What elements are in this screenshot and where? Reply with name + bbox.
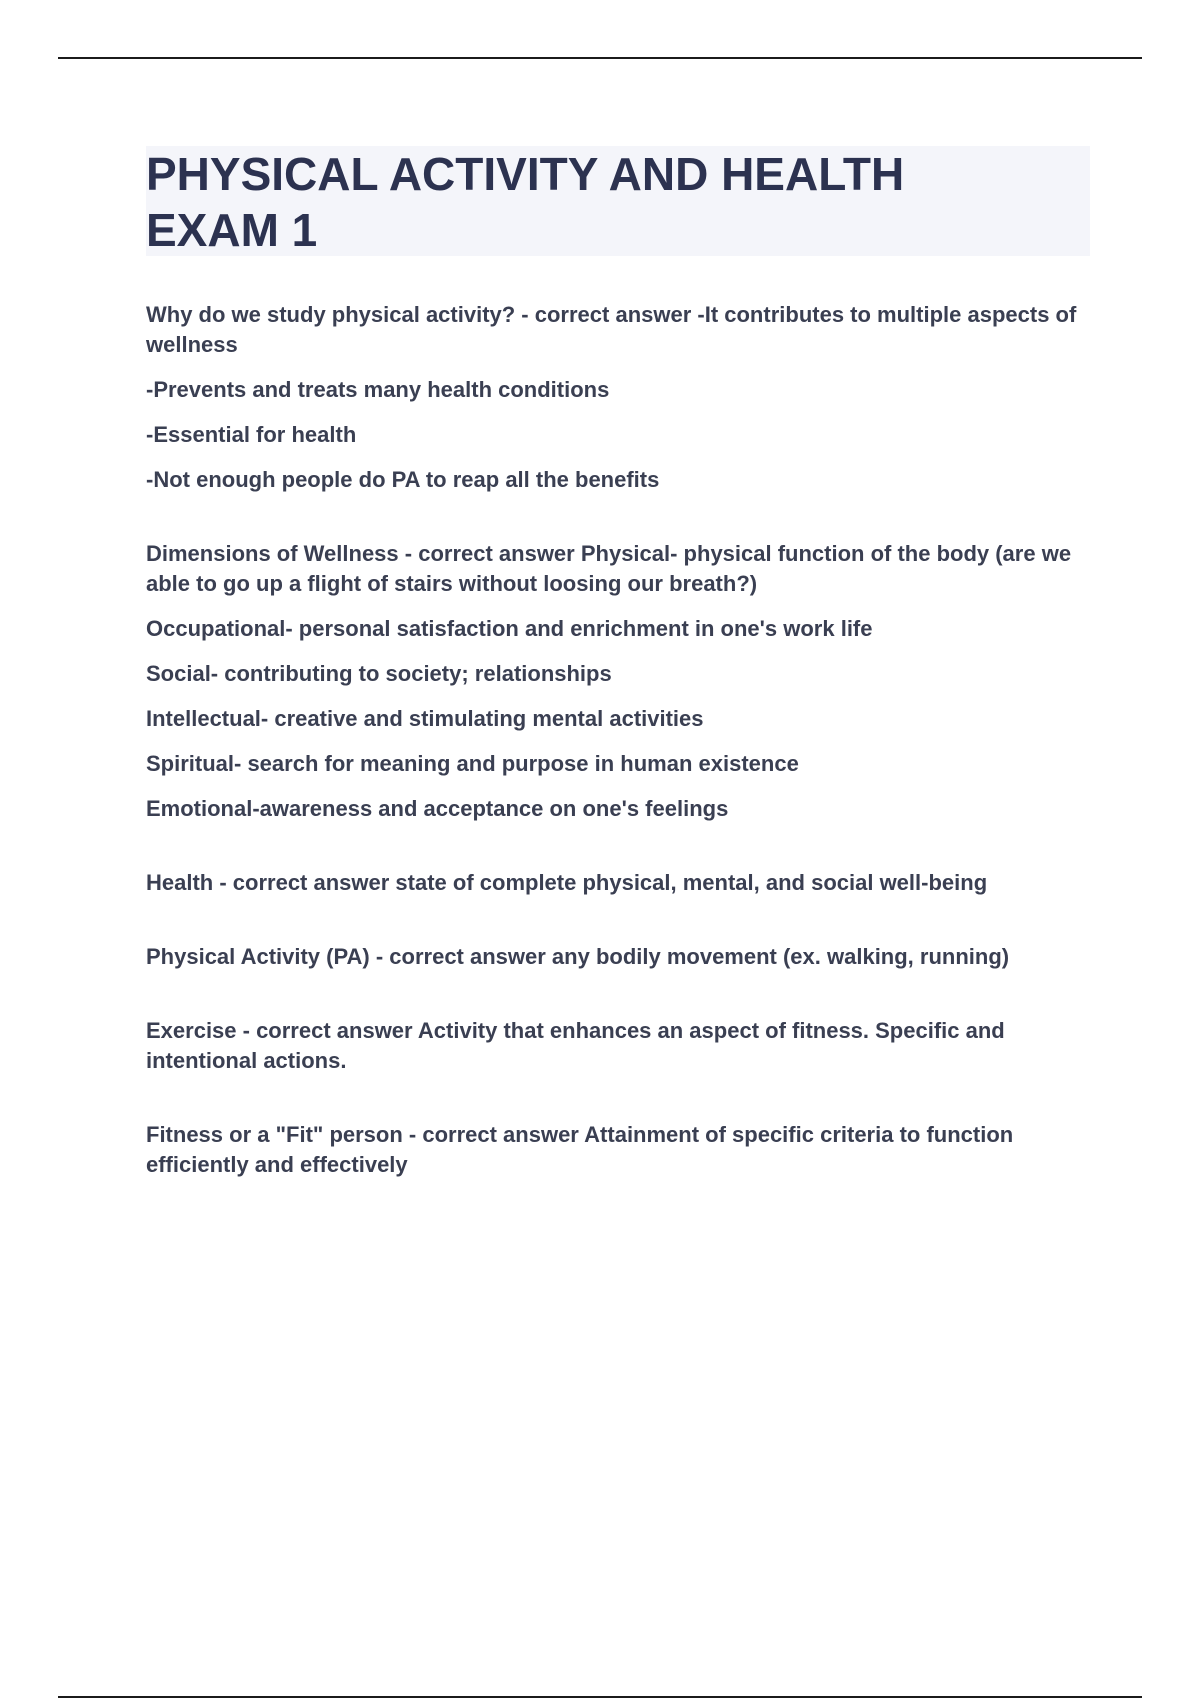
qa-entry-physical-activity — [146, 942, 1086, 972]
entry-text: Why do we study physical activity? - correct answer -It contributes to multiple aspects of wellness — [146, 302, 1077, 357]
entry-text: Fitness or a "Fit" person - correct answer Attainment of specific criteria to function efficiently and effectively — [146, 1122, 1014, 1177]
entry-text: Exercise - correct answer Activity that enhances an aspect of fitness. Specific and intentional actions. — [146, 1018, 1005, 1073]
document-body — [146, 300, 1086, 1224]
qa-entry-health — [146, 868, 1086, 898]
title-line-1: PHYSICAL ACTIVITY AND HEALTH — [146, 148, 905, 200]
entry-text: -Prevents and treats many health conditions — [146, 377, 610, 402]
top-rule — [58, 57, 1142, 59]
bottom-rule — [58, 1696, 1142, 1698]
entry-text: Social- contributing to society; relationships — [146, 661, 612, 686]
entry-text: Dimensions of Wellness - correct answer Physical- physical function of the body (are we able to go up a flight of stairs without loosing our breath?) — [146, 541, 1072, 596]
entry-text: Physical Activity (PA) - correct answer any bodily movement (ex. walking, running) — [146, 944, 1010, 969]
entry-text: Health - correct answer state of complete physical, mental, and social well-being — [146, 870, 988, 895]
qa-entry-fitness — [146, 1120, 1086, 1180]
title-banner — [146, 146, 1090, 256]
entry-text: -Essential for health — [146, 422, 357, 447]
qa-entry-dimensions — [146, 539, 1086, 824]
entry-text: Emotional-awareness and acceptance on one's feelings — [146, 796, 729, 821]
qa-entry-why-study — [146, 300, 1086, 495]
entry-text: Intellectual- creative and stimulating mental activities — [146, 706, 704, 731]
page-title — [146, 146, 1090, 258]
entry-text: Occupational- personal satisfaction and enrichment in one's work life — [146, 616, 873, 641]
entry-text: -Not enough people do PA to reap all the benefits — [146, 467, 660, 492]
title-line-2: EXAM 1 — [146, 204, 318, 256]
entry-text: Spiritual- search for meaning and purpose in human existence — [146, 751, 799, 776]
qa-entry-exercise — [146, 1016, 1086, 1076]
